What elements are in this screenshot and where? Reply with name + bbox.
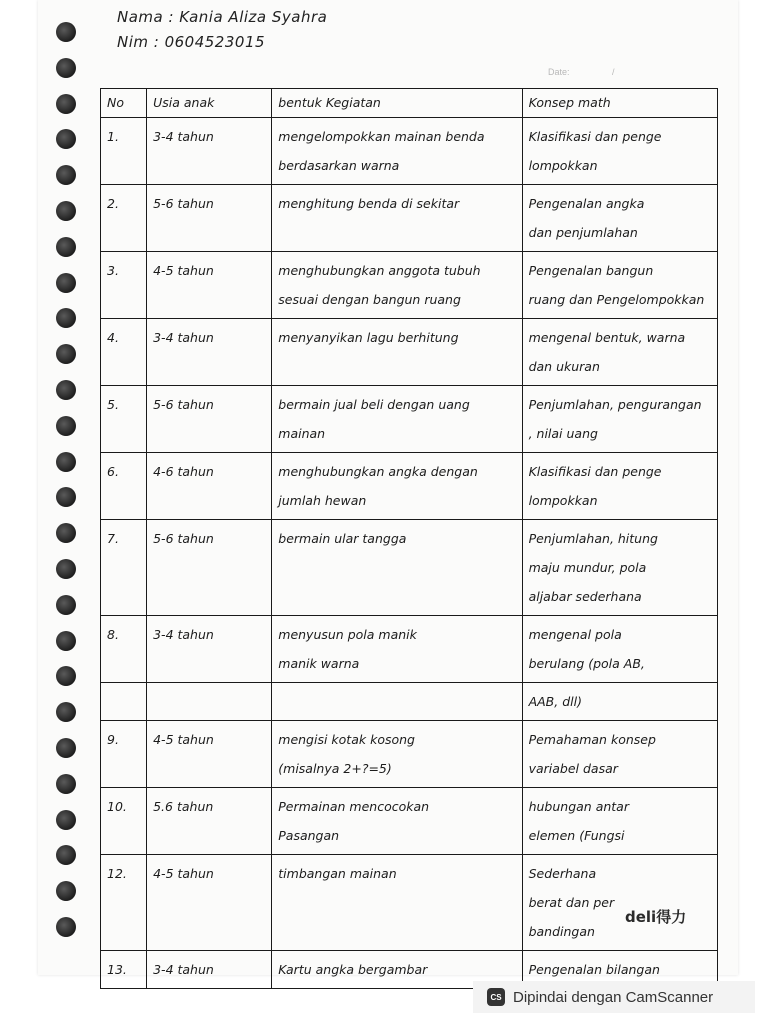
cell-no: 10. [101, 788, 147, 855]
cell-no: 6. [101, 453, 147, 520]
cell-no: 2. [101, 185, 147, 252]
cell-line: aljabar sederhana [528, 589, 642, 604]
binder-hole [56, 273, 76, 293]
cell-line: variabel dasar [528, 761, 618, 776]
cell-line: mengisi kotak kosong [278, 732, 415, 747]
cell-line: , nilai uang [528, 426, 598, 441]
cell-line: berulang (pola AB, [528, 656, 645, 671]
cell-konsep [522, 616, 717, 683]
table-row [101, 721, 718, 788]
binder-hole [56, 845, 76, 865]
cell-line: lompokkan [528, 493, 598, 508]
cell-line: Penjumlahan, hitung [528, 531, 658, 546]
cell-no: 5. [101, 386, 147, 453]
cell-usia: 3-4 tahun [147, 616, 272, 683]
cell-bentuk [272, 520, 522, 616]
date-label: Date: [548, 67, 570, 77]
table-row [101, 118, 718, 185]
camscanner-text: Dipindai dengan CamScanner [513, 988, 714, 1006]
cell-line: lompokkan [528, 158, 598, 173]
cell-line: Pengenalan bangun [528, 263, 654, 278]
cell-bentuk [272, 319, 522, 386]
binder-hole [56, 738, 76, 758]
cell-konsep [522, 683, 717, 721]
cell-konsep [522, 520, 717, 616]
cell-line: mengenal pola [528, 627, 622, 642]
table-row [101, 855, 718, 951]
camscanner-watermark [473, 981, 755, 1013]
cell-line: Permainan mencocokan [278, 799, 430, 814]
cell-line: menyusun pola manik [278, 627, 417, 642]
cell-konsep [522, 252, 717, 319]
cell-usia: 4-5 tahun [147, 855, 272, 951]
cell-line: elemen (Fungsi [528, 828, 625, 843]
header-usia: Usia anak [147, 89, 272, 118]
binder-hole [56, 165, 76, 185]
cell-line: bermain ular tangga [278, 531, 407, 546]
cell-konsep [522, 788, 717, 855]
cell-usia: 3-4 tahun [147, 951, 272, 989]
binder-hole [56, 416, 76, 436]
cell-line: mengenal bentuk, warna [528, 330, 686, 345]
cell-line: berat dan per [528, 895, 615, 910]
cell-line: Penjumlahan, pengurangan [528, 397, 702, 412]
cell-line: mainan [278, 426, 326, 441]
cell-line: Pengenalan angka [528, 196, 645, 211]
table-row [101, 683, 718, 721]
cell-line: ruang dan Pengelompokkan [528, 292, 705, 307]
cell-bentuk [272, 616, 522, 683]
cell-no [101, 683, 147, 721]
cell-no: 4. [101, 319, 147, 386]
binder-hole [56, 559, 76, 579]
cell-line: AAB, dll) [528, 694, 582, 709]
cell-line: bermain jual beli dengan uang [278, 397, 470, 412]
binder-hole [56, 237, 76, 257]
table-row [101, 453, 718, 520]
cell-usia: 5.6 tahun [147, 788, 272, 855]
cell-no: 9. [101, 721, 147, 788]
header-no: No [101, 89, 147, 118]
binder-hole [56, 94, 76, 114]
cell-usia: 3-4 tahun [147, 319, 272, 386]
cell-usia: 5-6 tahun [147, 386, 272, 453]
cell-line: berdasarkan warna [278, 158, 400, 173]
cell-bentuk [272, 252, 522, 319]
binder-hole [56, 129, 76, 149]
header-bentuk: bentuk Kegiatan [272, 89, 522, 118]
cell-bentuk [272, 453, 522, 520]
cell-konsep [522, 721, 717, 788]
cell-no: 13. [101, 951, 147, 989]
binder-hole [56, 308, 76, 328]
cell-line: Kartu angka bergambar [278, 962, 428, 977]
cell-line: Pengenalan bilangan [528, 962, 660, 977]
binder-hole [56, 487, 76, 507]
cell-line: (misalnya 2+?=5) [278, 761, 392, 776]
binder-hole [56, 22, 76, 42]
cell-line: bandingan [528, 924, 595, 939]
binder-hole [56, 881, 76, 901]
cell-line: timbangan mainan [278, 866, 397, 881]
cell-bentuk [272, 721, 522, 788]
cell-bentuk [272, 855, 522, 951]
cell-line: maju mundur, pola [528, 560, 647, 575]
binder-hole [56, 917, 76, 937]
table-row [101, 386, 718, 453]
cell-line: menghubungkan angka dengan [278, 464, 478, 479]
binder-hole [56, 201, 76, 221]
cell-no: 12. [101, 855, 147, 951]
activity-table [100, 88, 718, 989]
student-name: Nama : Kania Aliza Syahra [117, 8, 328, 26]
cell-no: 1. [101, 118, 147, 185]
cell-line: dan ukuran [528, 359, 600, 374]
notebook-brand-logo: deli得力 [625, 908, 687, 926]
binder-holes [56, 22, 78, 952]
binder-hole [56, 810, 76, 830]
cell-usia: 4-6 tahun [147, 453, 272, 520]
cell-line: menghitung benda di sekitar [278, 196, 460, 211]
cell-konsep [522, 855, 717, 951]
cell-line: jumlah hewan [278, 493, 367, 508]
cell-usia: 3-4 tahun [147, 118, 272, 185]
cell-line: Sederhana [528, 866, 597, 881]
binder-hole [56, 380, 76, 400]
cell-bentuk [272, 788, 522, 855]
cell-line: sesuai dengan bangun ruang [278, 292, 461, 307]
cell-bentuk [272, 683, 522, 721]
cell-line: mengelompokkan mainan benda [278, 129, 485, 144]
table-row [101, 520, 718, 616]
binder-hole [56, 774, 76, 794]
cell-line: menghubungkan anggota tubuh [278, 263, 481, 278]
cell-usia: 5-6 tahun [147, 520, 272, 616]
cell-line: Klasifikasi dan penge [528, 464, 662, 479]
cell-usia: 4-5 tahun [147, 252, 272, 319]
cell-usia: 5-6 tahun [147, 185, 272, 252]
cell-line: Pemahaman konsep [528, 732, 656, 747]
table-row [101, 788, 718, 855]
header-konsep: Konsep math [522, 89, 717, 118]
cell-bentuk [272, 185, 522, 252]
date-slash: / [612, 67, 615, 77]
student-nim: Nim : 0604523015 [117, 33, 266, 51]
cell-line: Klasifikasi dan penge [528, 129, 662, 144]
cell-line: manik warna [278, 656, 360, 671]
table-row [101, 252, 718, 319]
binder-hole [56, 523, 76, 543]
cell-usia: 4-5 tahun [147, 721, 272, 788]
cell-usia [147, 683, 272, 721]
cell-line: dan penjumlahan [528, 225, 638, 240]
binder-hole [56, 631, 76, 651]
cell-bentuk [272, 386, 522, 453]
cell-no: 7. [101, 520, 147, 616]
table-row [101, 185, 718, 252]
cell-konsep [522, 319, 717, 386]
camscanner-icon: CS [487, 988, 505, 1006]
table-row [101, 616, 718, 683]
table-header-row [101, 89, 718, 118]
cell-konsep [522, 185, 717, 252]
binder-hole [56, 702, 76, 722]
cell-line: hubungan antar [528, 799, 629, 814]
cell-konsep [522, 386, 717, 453]
binder-hole [56, 666, 76, 686]
binder-hole [56, 58, 76, 78]
binder-hole [56, 595, 76, 615]
binder-hole [56, 452, 76, 472]
cell-konsep [522, 453, 717, 520]
cell-line: menyanyikan lagu berhitung [278, 330, 459, 345]
table-row [101, 319, 718, 386]
cell-no: 8. [101, 616, 147, 683]
cell-konsep [522, 118, 717, 185]
cell-bentuk [272, 118, 522, 185]
cell-no: 3. [101, 252, 147, 319]
binder-hole [56, 344, 76, 364]
cell-line: Pasangan [278, 828, 340, 843]
